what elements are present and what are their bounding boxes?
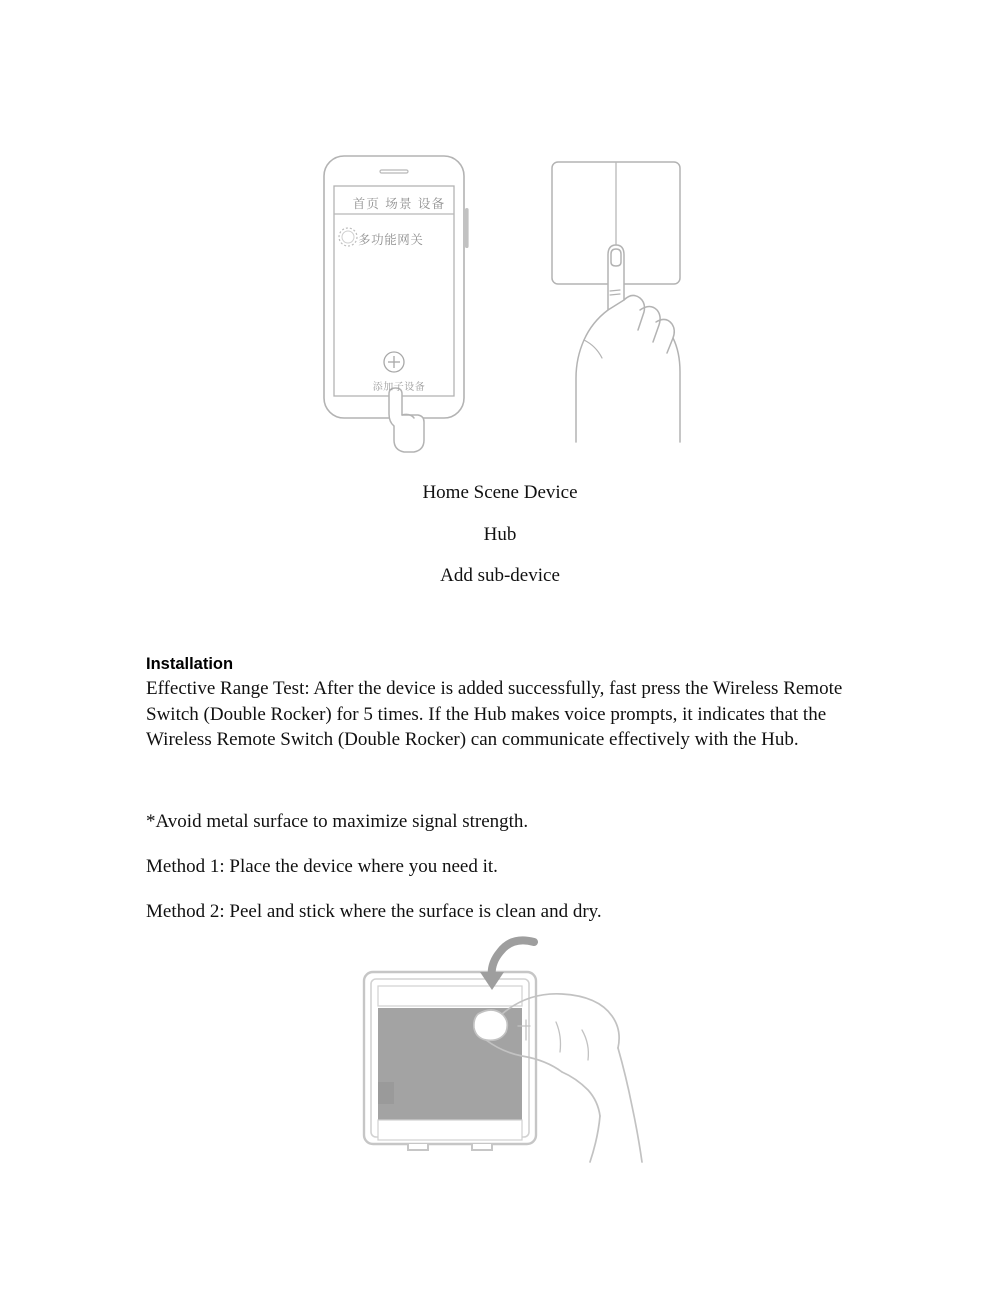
peel-and-stick-figure — [350, 930, 680, 1170]
adhesive-shadow-patch — [378, 1082, 394, 1104]
installation-notes — [146, 810, 858, 924]
plate-tab-left — [408, 1144, 428, 1150]
installation-paragraph: Effective Range Test: After the device is added successfully, fast press the Wireless Remote Switch (Double Rocker) for 5 times. If the Hub makes voice prompts, it indicates that the Wireless Remote Switch (Double Rocker) can communicate effectively with the Hub. — [146, 678, 843, 750]
app-gateway-label[interactable]: 多功能网关 — [358, 232, 424, 247]
installation-heading: Installation — [146, 655, 234, 673]
peel-illustration-svg — [350, 930, 680, 1170]
phone-earpiece — [380, 170, 408, 173]
figure-captions — [0, 483, 1000, 586]
app-tabbar-label[interactable]: 首页 场景 设备 — [352, 196, 446, 211]
caption-add-sub-device: Add sub-device — [440, 565, 560, 586]
phone-illustration-svg — [318, 150, 498, 460]
top-illustration-group — [0, 150, 1000, 470]
installation-section — [146, 653, 858, 753]
note-method-1: Method 1: Place the device where you need it. — [146, 856, 498, 877]
plate-top-strip — [378, 986, 522, 1006]
switch-press-figure — [540, 150, 720, 470]
plate-tab-right — [472, 1144, 492, 1150]
app-add-subdevice-label[interactable]: 添加子设备 — [372, 382, 426, 393]
note-method-2: Method 2: Peel and stick where the surface is clean and dry. — [146, 901, 602, 922]
plate-bottom-strip — [378, 1120, 522, 1140]
phone-side-button — [465, 208, 469, 248]
caption-home-scene-device: Home Scene Device — [422, 482, 578, 503]
phone-app-figure — [318, 150, 498, 460]
caption-hub: Hub — [483, 524, 517, 545]
switch-illustration-svg — [540, 150, 720, 470]
note-avoid-metal: *Avoid metal surface to maximize signal strength. — [146, 811, 529, 832]
